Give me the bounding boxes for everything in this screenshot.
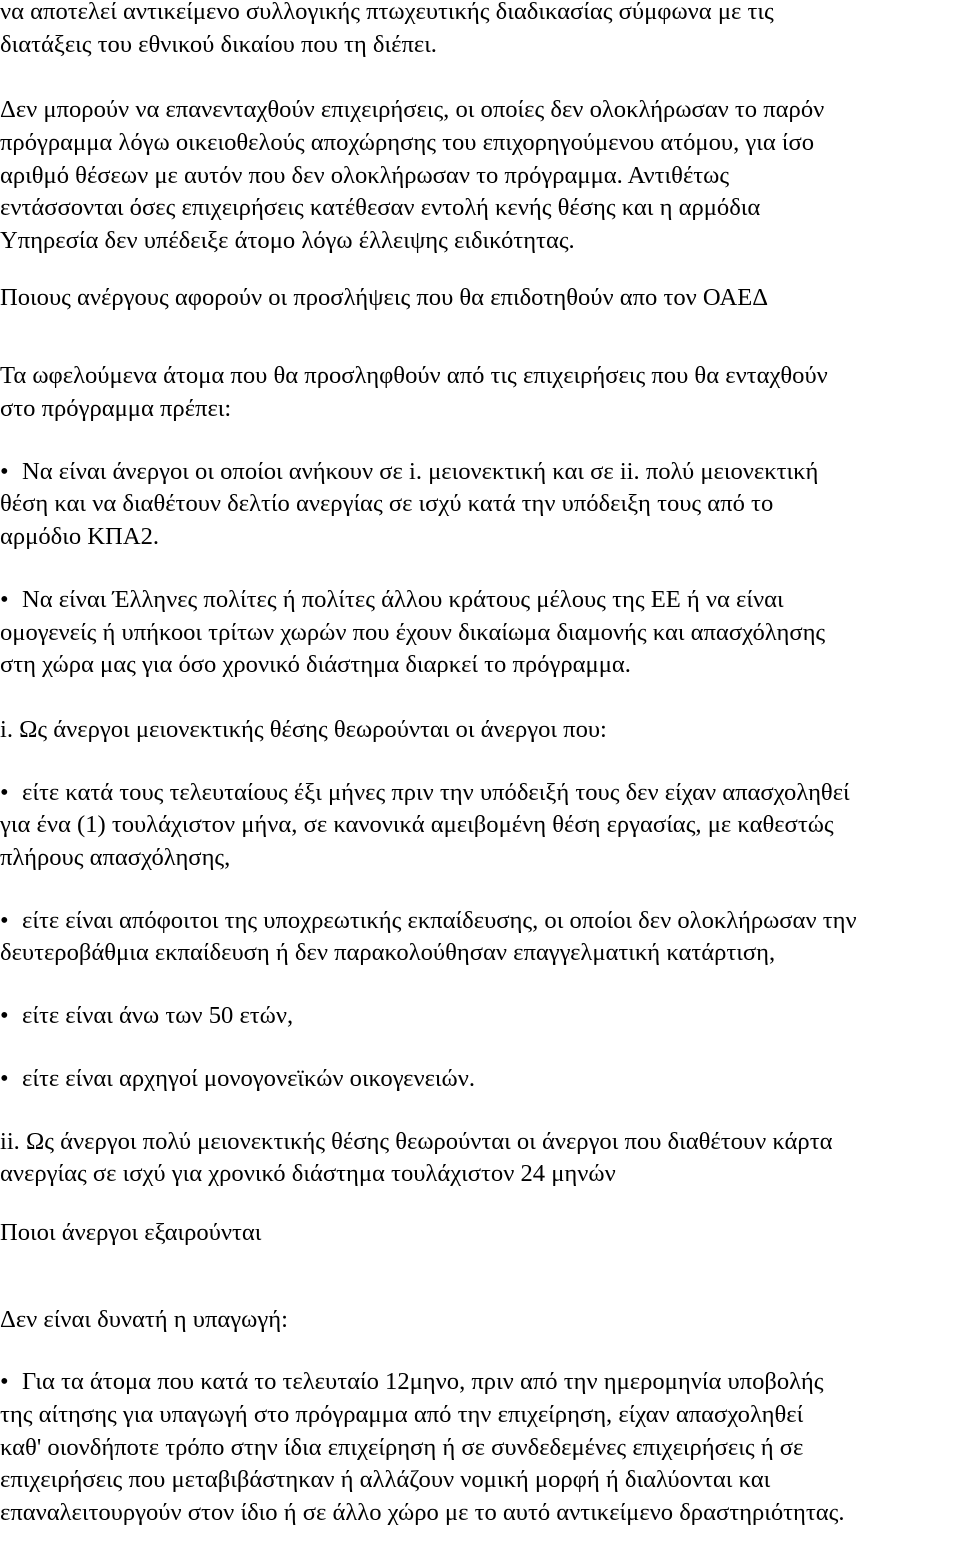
bullet-item-unemployed: • Να είναι άνεργοι οι οποίοι ανήκουν σε i. μειονεκτική και σε ii. πολύ μειονεκτική θέση και να διαθέτουν δελτίο ανεργίας σε ισχύ κατά την υπόδειξη τους από το αρμόδιο ΚΠΑ2. <box>0 457 819 551</box>
text-line: Δεν μπορούν να επανενταχθούν επιχειρήσεις, οι οποίες δεν ολοκλήρωσαν το παρόν <box>0 96 825 124</box>
bullet-item-over-50: • είτε είναι άνω των 50 ετών, <box>0 1000 960 1033</box>
item-ii-very-disadvantaged: ii. Ως άνεργοι πολύ μειονεκτικής θέσης θεωρούνται οι άνεργοι που διαθέτουν κάρτα ανεργίας σε ισχύ για χρονικό διάστημα τουλάχιστον 24 μηνών <box>0 1127 833 1188</box>
bullet-item-six-months: • είτε κατά τους τελευταίους έξι μήνες πριν την υπόδειξή τους δεν είχαν απασχοληθεί για ένα (1) τουλάχιστον μήνα, σε κανονικά αμειβομένη θέση εργασίας, με καθεστώς πλήρους απασχόλησης, <box>0 778 850 872</box>
text-line: αριθμό θέσεων με αυτόν που δεν ολοκλήρωσαν το πρόγραμμα. Αντιθέτως <box>0 161 730 189</box>
paragraph-beneficiaries <box>0 360 960 425</box>
bullet-item-last-12-months: • Για τα άτομα που κατά το τελευταίο 12μηνο, πριν από την ημερομηνία υποβολής της αίτησης για υπαγωγή στο πρόγραμμα από την επιχείρηση, είχαν απασχοληθεί καθ' οιονδήποτε τρόπο στην ίδια επιχείρηση ή σε συνδεδεμένες επιχειρήσεις ή σε επιχειρήσεις που μεταβιβάστηκαν ή αλλάζουν νομική μορφή ή διαλύονται και επαναλειτουργούν στον ίδιο ή σε άλλο χώρο με το αυτό αντικείμενο δραστηριότητας. <box>0 1368 845 1527</box>
bullet-icon: • <box>0 906 9 934</box>
heading-excluded: Ποιοι άνεργοι εξαιρούνται <box>0 1218 262 1246</box>
text-line: στο πρόγραμμα πρέπει: <box>0 395 232 423</box>
paragraph-reintegration <box>0 94 960 258</box>
heading-not-possible: Δεν είναι δυνατή η υπαγωγή: <box>0 1305 288 1333</box>
text-line: Τα ωφελούμενα άτομα που θα προσληφθούν από τις επιχειρήσεις που θα ενταχθούν <box>0 362 828 390</box>
bullet-icon: • <box>0 778 9 806</box>
bullet-icon: • <box>0 1368 9 1396</box>
bullet-item-graduates: • είτε είναι απόφοιτοι της υποχρεωτικής εκπαίδευσης, οι οποίοι δεν ολοκλήρωσαν την δευτεροβάθμια εκπαίδευση ή δεν παρακολούθησαν επαγγελματική κατάρτιση, <box>0 906 857 967</box>
heading-unemployed-covered: Ποιους ανέργους αφορούν οι προσλήψεις που θα επιδοτηθούν απο τον ΟΑΕΔ <box>0 283 769 311</box>
bullet-icon: • <box>0 585 9 613</box>
paragraph-insolvency <box>0 0 960 61</box>
text-line: εντάσσονται όσες επιχειρήσεις κατέθεσαν εντολή κενής θέσης και η αρμόδια <box>0 194 761 222</box>
bullet-item-single-parent: • είτε είναι αρχηγοί μονογονεϊκών οικογενειών. <box>0 1063 960 1096</box>
text-line: πρόγραμμα λόγω οικειοθελούς αποχώρησης του επιχορηγούμενου ατόμου, για ίσο <box>0 128 815 156</box>
bullet-item-citizenship: • Να είναι Έλληνες πολίτες ή πολίτες άλλου κράτους μέλους της ΕΕ ή να είναι ομογενείς ή υπήκοοι τρίτων χωρών που έχουν δικαίωμα διαμονής και απασχόλησης στη χώρα μας για όσο χρονικό διάστημα διαρκεί το πρόγραμμα. <box>0 585 826 679</box>
bullet-icon: • <box>0 457 9 485</box>
text-line: διατάξεις του εθνικού δικαίου που τη διέπει. <box>0 30 437 58</box>
item-i-disadvantaged: i. Ως άνεργοι μειονεκτικής θέσης θεωρούνται οι άνεργοι που: <box>0 715 607 743</box>
text-line: Υπηρεσία δεν υπέδειξε άτομο λόγω έλλειψης ειδικότητας. <box>0 226 575 254</box>
text-line: να αποτελεί αντικείμενο συλλογικής πτωχευτικής διαδικασίας σύμφωνα με τις <box>0 0 774 25</box>
bullet-icon: • <box>0 1064 9 1092</box>
bullet-icon: • <box>0 1002 9 1030</box>
